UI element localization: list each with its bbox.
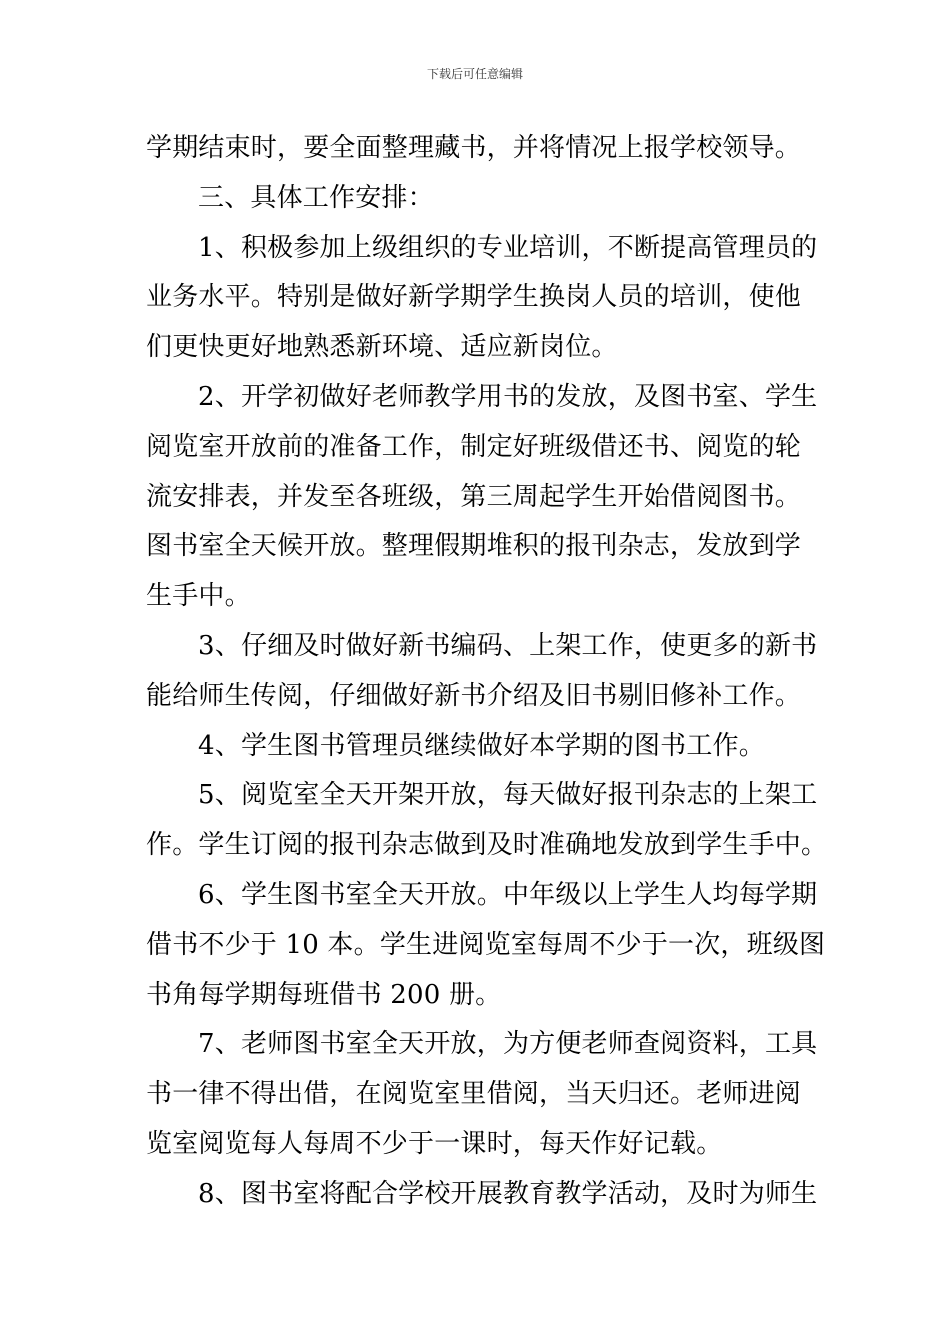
text-line: 书一律不得出借，在阅览室里借阅，当天归还。老师进阅 bbox=[146, 1079, 802, 1110]
text-line: 7、老师图书室全天开放，为方便老师查阅资料，工具 bbox=[198, 1029, 818, 1060]
text-line: 4、学生图书管理员继续做好本学期的图书工作。 bbox=[198, 730, 765, 761]
text-line: 业务水平。特别是做好新学期学生换岗人员的培训，使他 bbox=[146, 282, 802, 313]
text-line: 3、仔细及时做好新书编码、上架工作，使更多的新书 bbox=[198, 630, 818, 661]
text-line: 6、学生图书室全天开放。中年级以上学生人均每学期 bbox=[198, 879, 818, 910]
text-line: 生手中。 bbox=[146, 581, 251, 612]
document-body bbox=[146, 124, 828, 1220]
text-line: 5、阅览室全天开架开放，每天做好报刊杂志的上架工 bbox=[198, 780, 818, 811]
section-heading: 三、具体工作安排： bbox=[198, 182, 434, 213]
text-line: 图书室全天候开放。整理假期堆积的报刊杂志，发放到学 bbox=[146, 531, 802, 562]
text-line: 8、图书室将配合学校开展教育教学活动，及时为师生 bbox=[198, 1178, 818, 1209]
text-line: 阅览室开放前的准备工作，制定好班级借还书、阅览的轮 bbox=[146, 431, 802, 462]
text-line: 能给师生传阅，仔细做好新书介绍及旧书剔旧修补工作。 bbox=[146, 680, 802, 711]
page-header: 下载后可任意编辑 bbox=[426, 67, 523, 81]
text-line: 们更快更好地熟悉新环境、适应新岗位。 bbox=[146, 332, 618, 363]
text-line: 作。学生订阅的报刊杂志做到及时准确地发放到学生手中。 bbox=[146, 830, 828, 861]
text-line: 流安排表，并发至各班级，第三周起学生开始借阅图书。 bbox=[146, 481, 802, 512]
text-line: 1、积极参加上级组织的专业培训，不断提高管理员的 bbox=[198, 232, 818, 263]
text-line: 览室阅览每人每周不少于一课时，每天作好记载。 bbox=[146, 1128, 723, 1159]
text-line: 借书不少于 10 本。学生进阅览室每周不少于一次，班级图 bbox=[146, 929, 826, 960]
text-line: 学期结束时，要全面整理藏书，并将情况上报学校领导。 bbox=[146, 133, 802, 163]
text-line: 书角每学期每班借书 200 册。 bbox=[146, 979, 502, 1010]
text-line: 2、开学初做好老师教学用书的发放，及图书室、学生 bbox=[198, 381, 818, 412]
